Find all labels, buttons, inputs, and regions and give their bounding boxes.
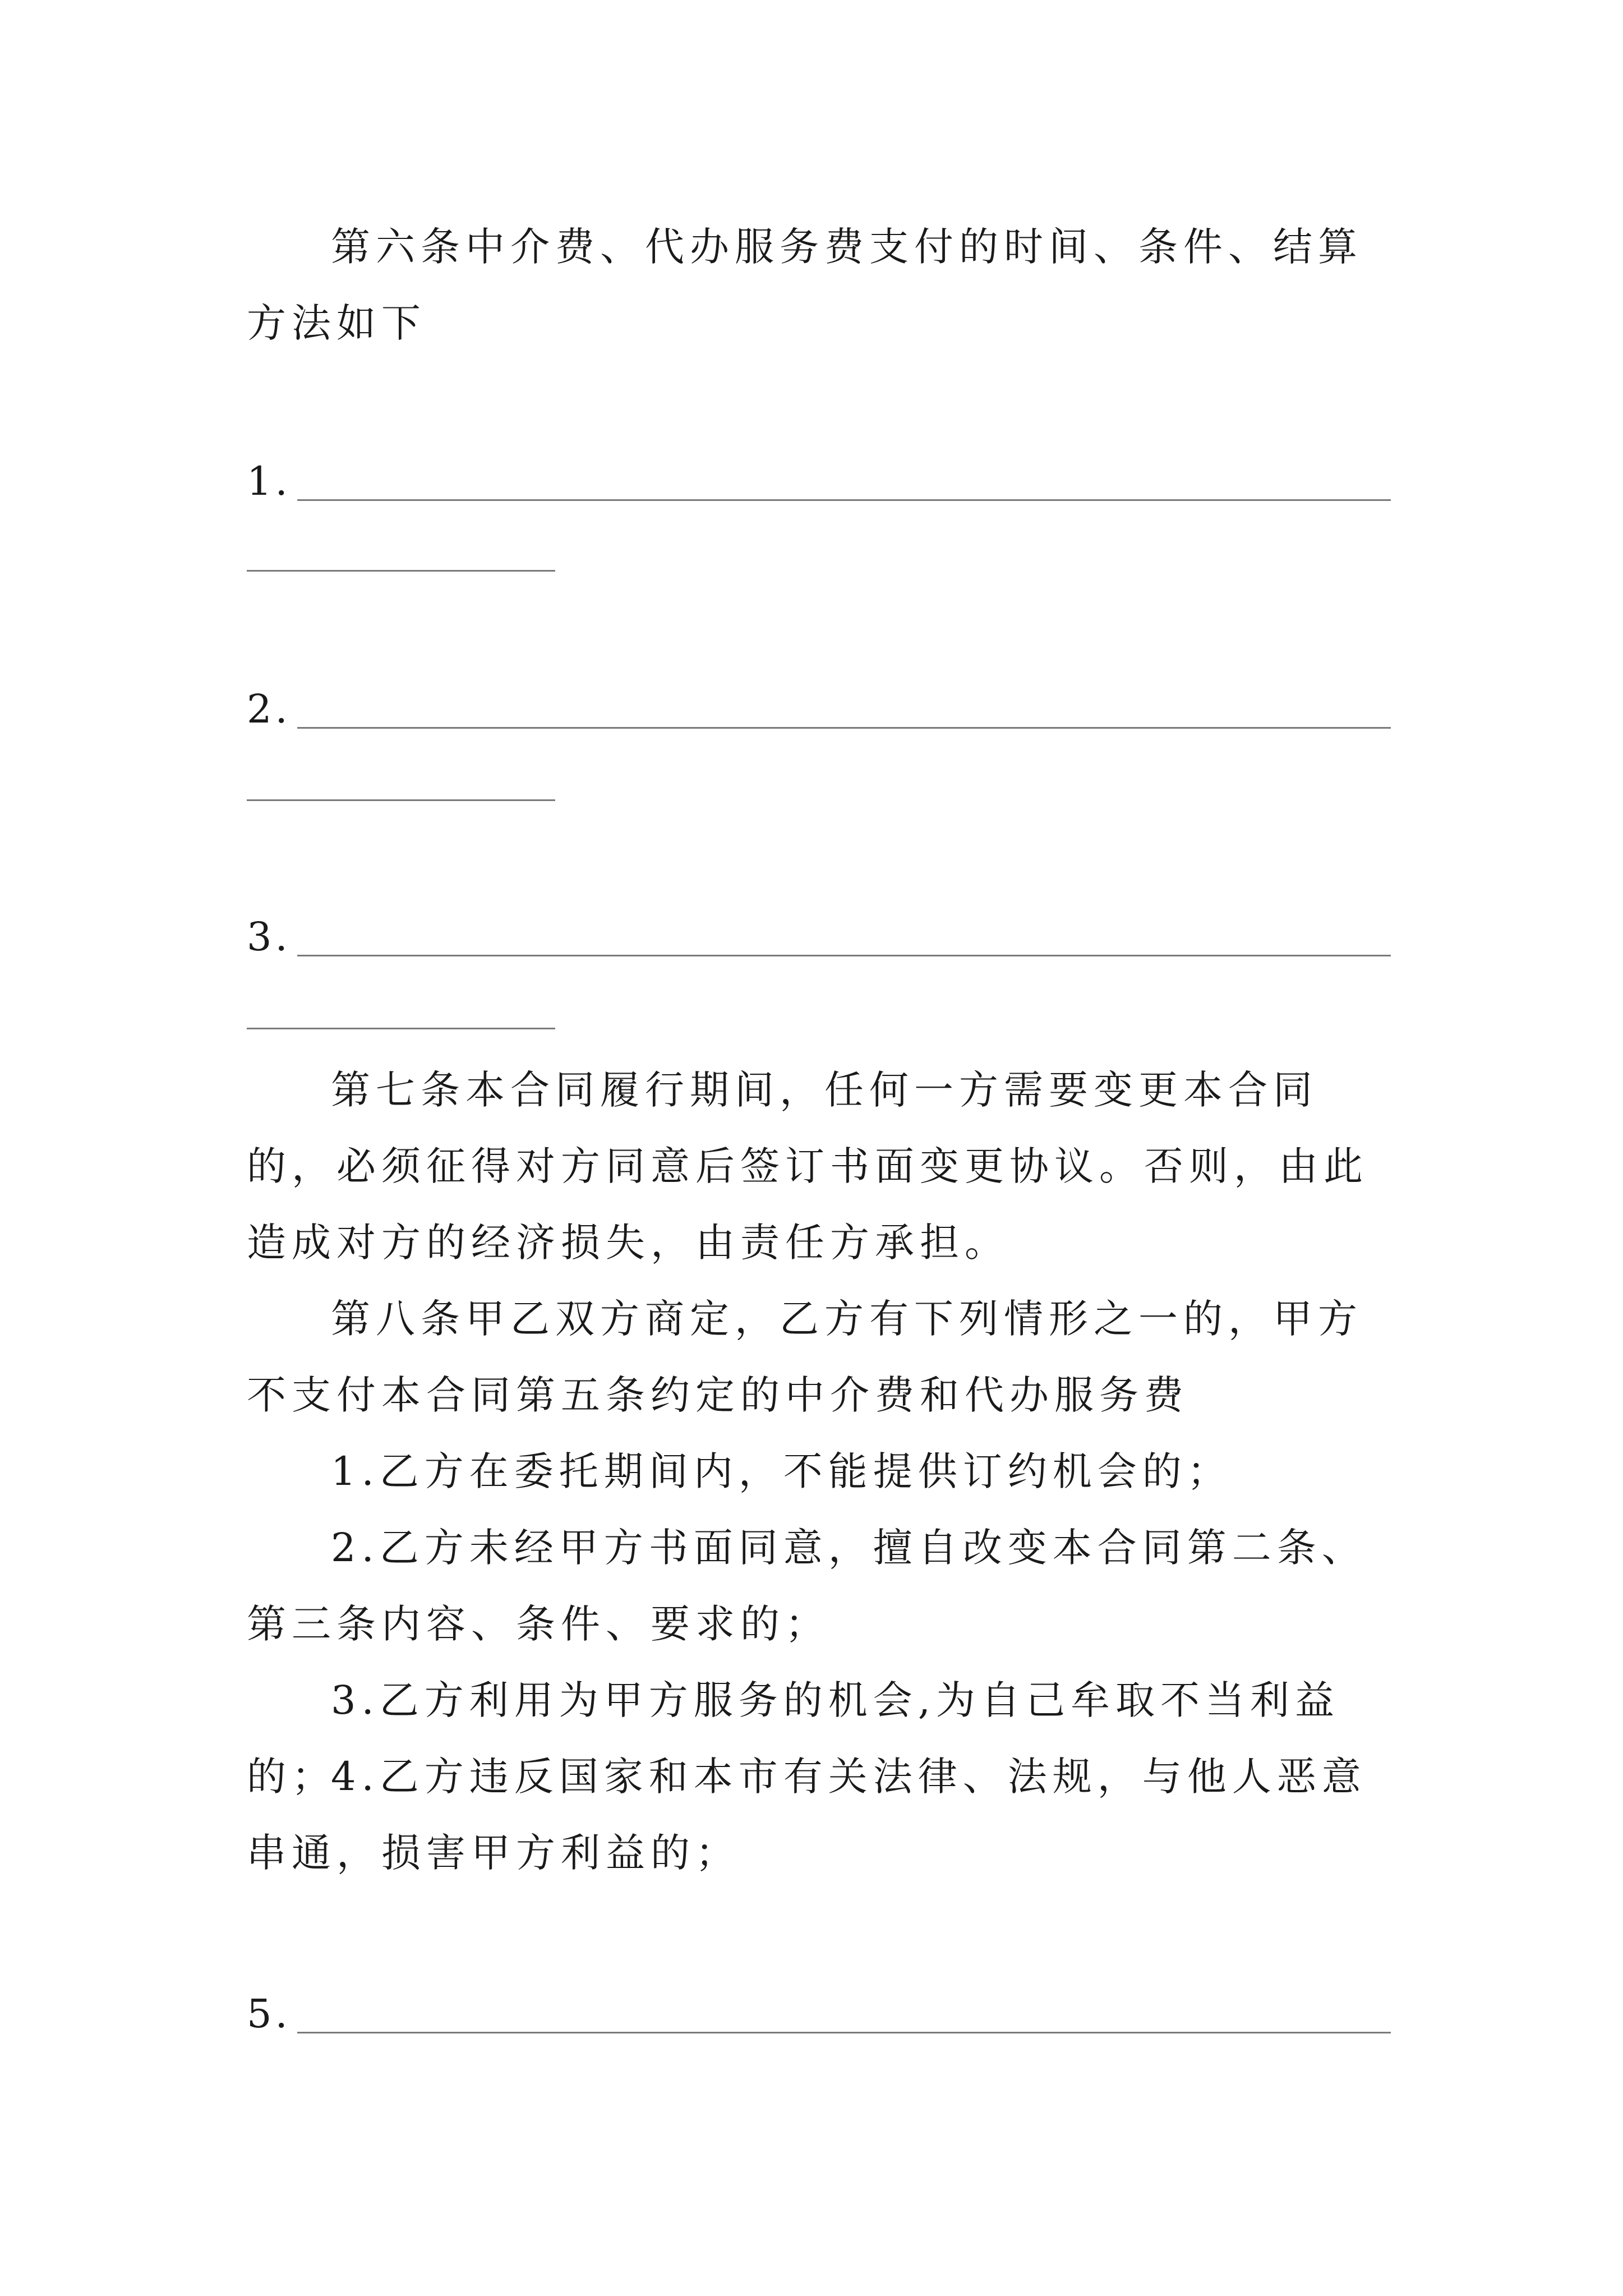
- blank-item-2-label: 2.: [247, 686, 291, 732]
- article-8-item-1: 1.乙方在委托期间内，不能提供订约机会的；: [331, 1448, 1232, 1494]
- fill-in-line-continuation: [247, 799, 555, 801]
- article-8-item-3: 3.乙方利用为甲方服务的机会,为自己牟取不当利益的；: [247, 1677, 1340, 1800]
- blank-item-3-label: 3.: [247, 914, 291, 960]
- fill-in-line: [297, 727, 1391, 729]
- fill-in-line: [297, 2032, 1391, 2033]
- article-6-paragraph: 第六条中介费、代办服务费支付的时间、条件、结算方法如下: [247, 224, 1363, 346]
- fill-in-line-continuation: [247, 570, 555, 572]
- article-8-item-4: 4.乙方违反国家和本市有关法律、法规，与他人恶意串通，损害甲方利益的；: [247, 1754, 1367, 1876]
- fill-in-line: [297, 499, 1391, 501]
- blank-item-3: [247, 909, 1391, 965]
- blank-item-5: [247, 1986, 1391, 2042]
- article-8-paragraph: 第八条甲乙双方商定，乙方有下列情形之一的，甲方不支付本合同第五条约定的中介费和代办服务费: [247, 1296, 1363, 1418]
- fill-in-line-continuation: [247, 1028, 555, 1029]
- article-7-paragraph: 第七条本合同履行期间，任何一方需要变更本合同的，必须征得对方同意后签订书面变更协议。否则，由此造成对方的经济损失，由责任方承担。: [247, 1067, 1368, 1266]
- blank-item-5-label: 5.: [247, 1991, 291, 2037]
- blank-item-1: [247, 453, 1391, 509]
- blank-item-2: [247, 681, 1391, 737]
- fill-in-line: [297, 955, 1391, 956]
- article-8-item-2: 2.乙方未经甲方书面同意，擅自改变本合同第二条、第三条内容、条件、要求的；: [247, 1525, 1367, 1647]
- blank-item-1-label: 1.: [247, 458, 291, 504]
